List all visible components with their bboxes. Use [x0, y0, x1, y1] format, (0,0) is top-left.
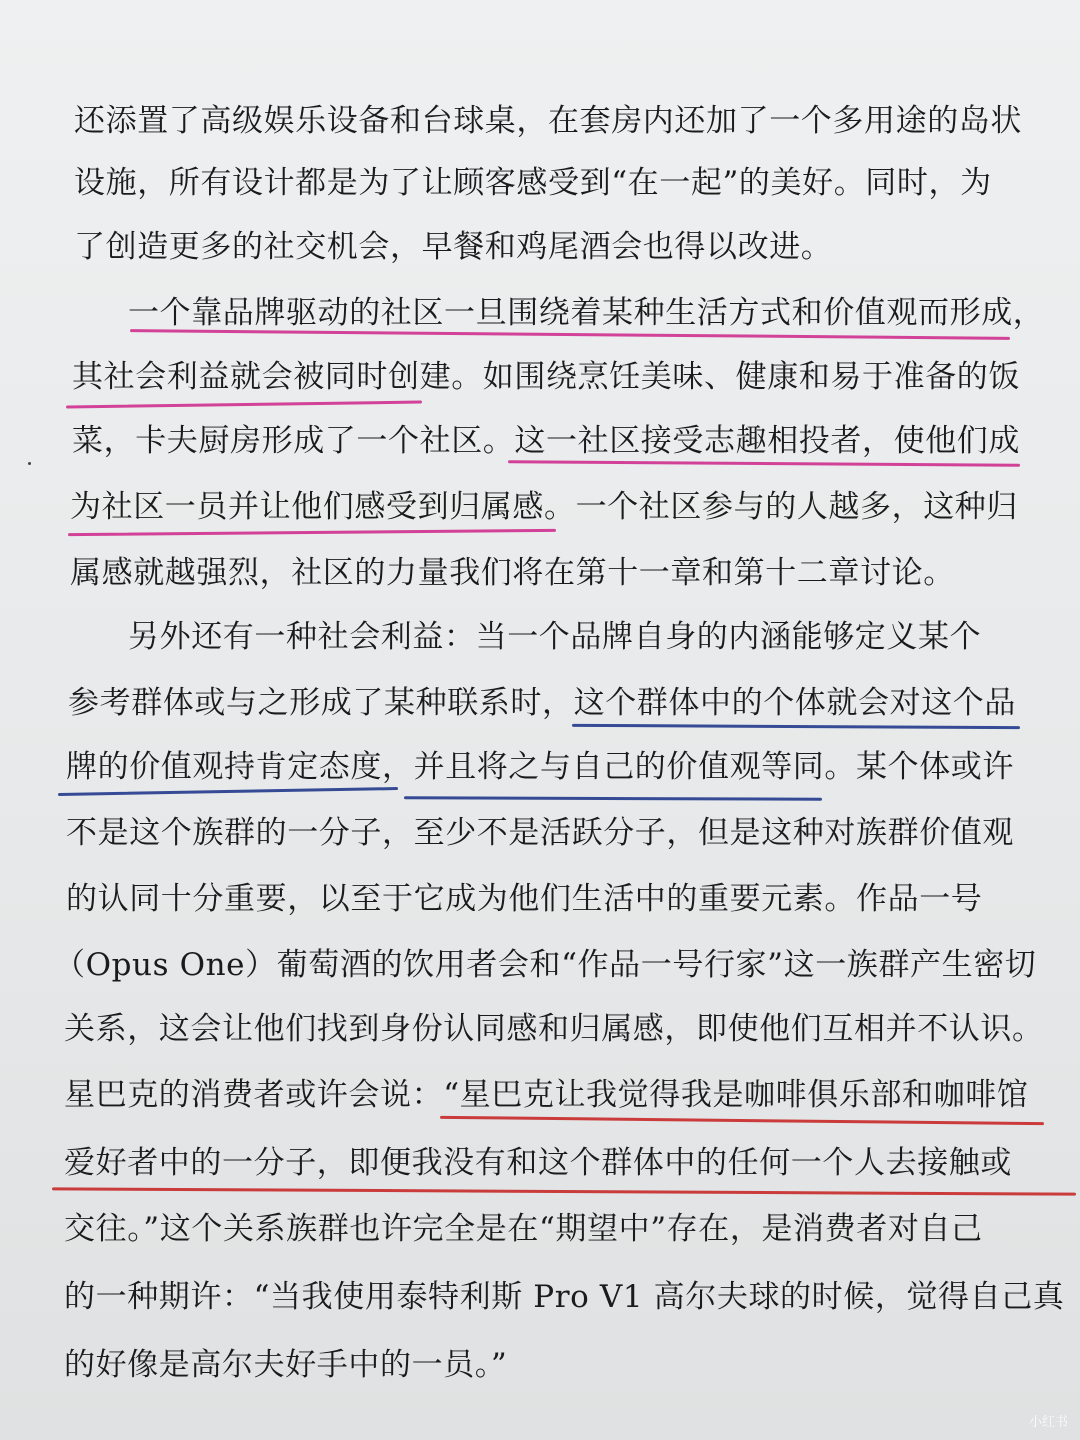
text-line: 设施，所有设计都是为了让顾客感受到“在一起”的美好。同时，为 — [74, 165, 992, 201]
text-line: 的好像是高尔夫好手中的一员。” — [64, 1347, 508, 1383]
text-line: 不是这个族群的一分子，至少不是活跃分子，但是这种对族群价值观 — [66, 815, 1014, 851]
text-line: 还添置了高级娱乐设备和台球桌，在套房内还加了一个多用途的岛状 — [74, 103, 1022, 139]
text-line: 其社会利益就会被同时创建。如围绕烹饪美味、健康和易于准备的饭 — [72, 359, 1020, 395]
text-line: 参考群体或与之形成了某种联系时，这个群体中的个体就会对这个品 — [68, 685, 1016, 721]
text-line: 了创造更多的社交机会，早餐和鸡尾酒会也得以改进。 — [74, 229, 833, 265]
text-line: 一个靠品牌驱动的社区一旦围绕着某种生活方式和价值观而形成， — [128, 295, 1045, 331]
text-line: 的认同十分重要，以至于它成为他们生活中的重要元素。作品一号 — [66, 881, 983, 917]
text-line: 的一种期许：“当我使用泰特利斯 Pro V1 高尔夫球的时候，觉得自己真 — [64, 1279, 1065, 1315]
text-line: 关系，这会让他们找到身份认同感和归属感，即使他们互相并不认识。 — [64, 1011, 1044, 1047]
text-line: 爱好者中的一分子，即便我没有和这个群体中的任何一个人去接触或 — [64, 1145, 1012, 1181]
text-line: 星巴克的消费者或许会说：“星巴克让我觉得我是咖啡俱乐部和咖啡馆 — [64, 1077, 1029, 1113]
watermark: 小红书 — [1028, 1415, 1068, 1430]
text-line: 属感就越强烈，社区的力量我们将在第十一章和第十二章讨论。 — [70, 555, 955, 591]
blue-underline — [404, 796, 822, 800]
text-line: （Opus One）葡萄酒的饮用者会和“作品一号行家”这一族群产生密切 — [54, 947, 1037, 983]
text-line: 另外还有一种社会利益：当一个品牌自身的内涵能够定义某个 — [128, 619, 982, 655]
text-line: 为社区一员并让他们感受到归属感。一个社区参与的人越多，这种归 — [70, 489, 1018, 525]
text-line: 菜，卡夫厨房形成了一个社区。这一社区接受志趣相投者，使他们成 — [72, 423, 1020, 459]
text-line: 牌的价值观持肯定态度，并且将之与自己的价值观等同。某个体或许 — [66, 749, 1014, 785]
text-line: 交往。”这个关系族群也许完全是在“期望中”存在，是消费者对自己 — [64, 1211, 983, 1247]
ink-speck — [28, 462, 31, 465]
